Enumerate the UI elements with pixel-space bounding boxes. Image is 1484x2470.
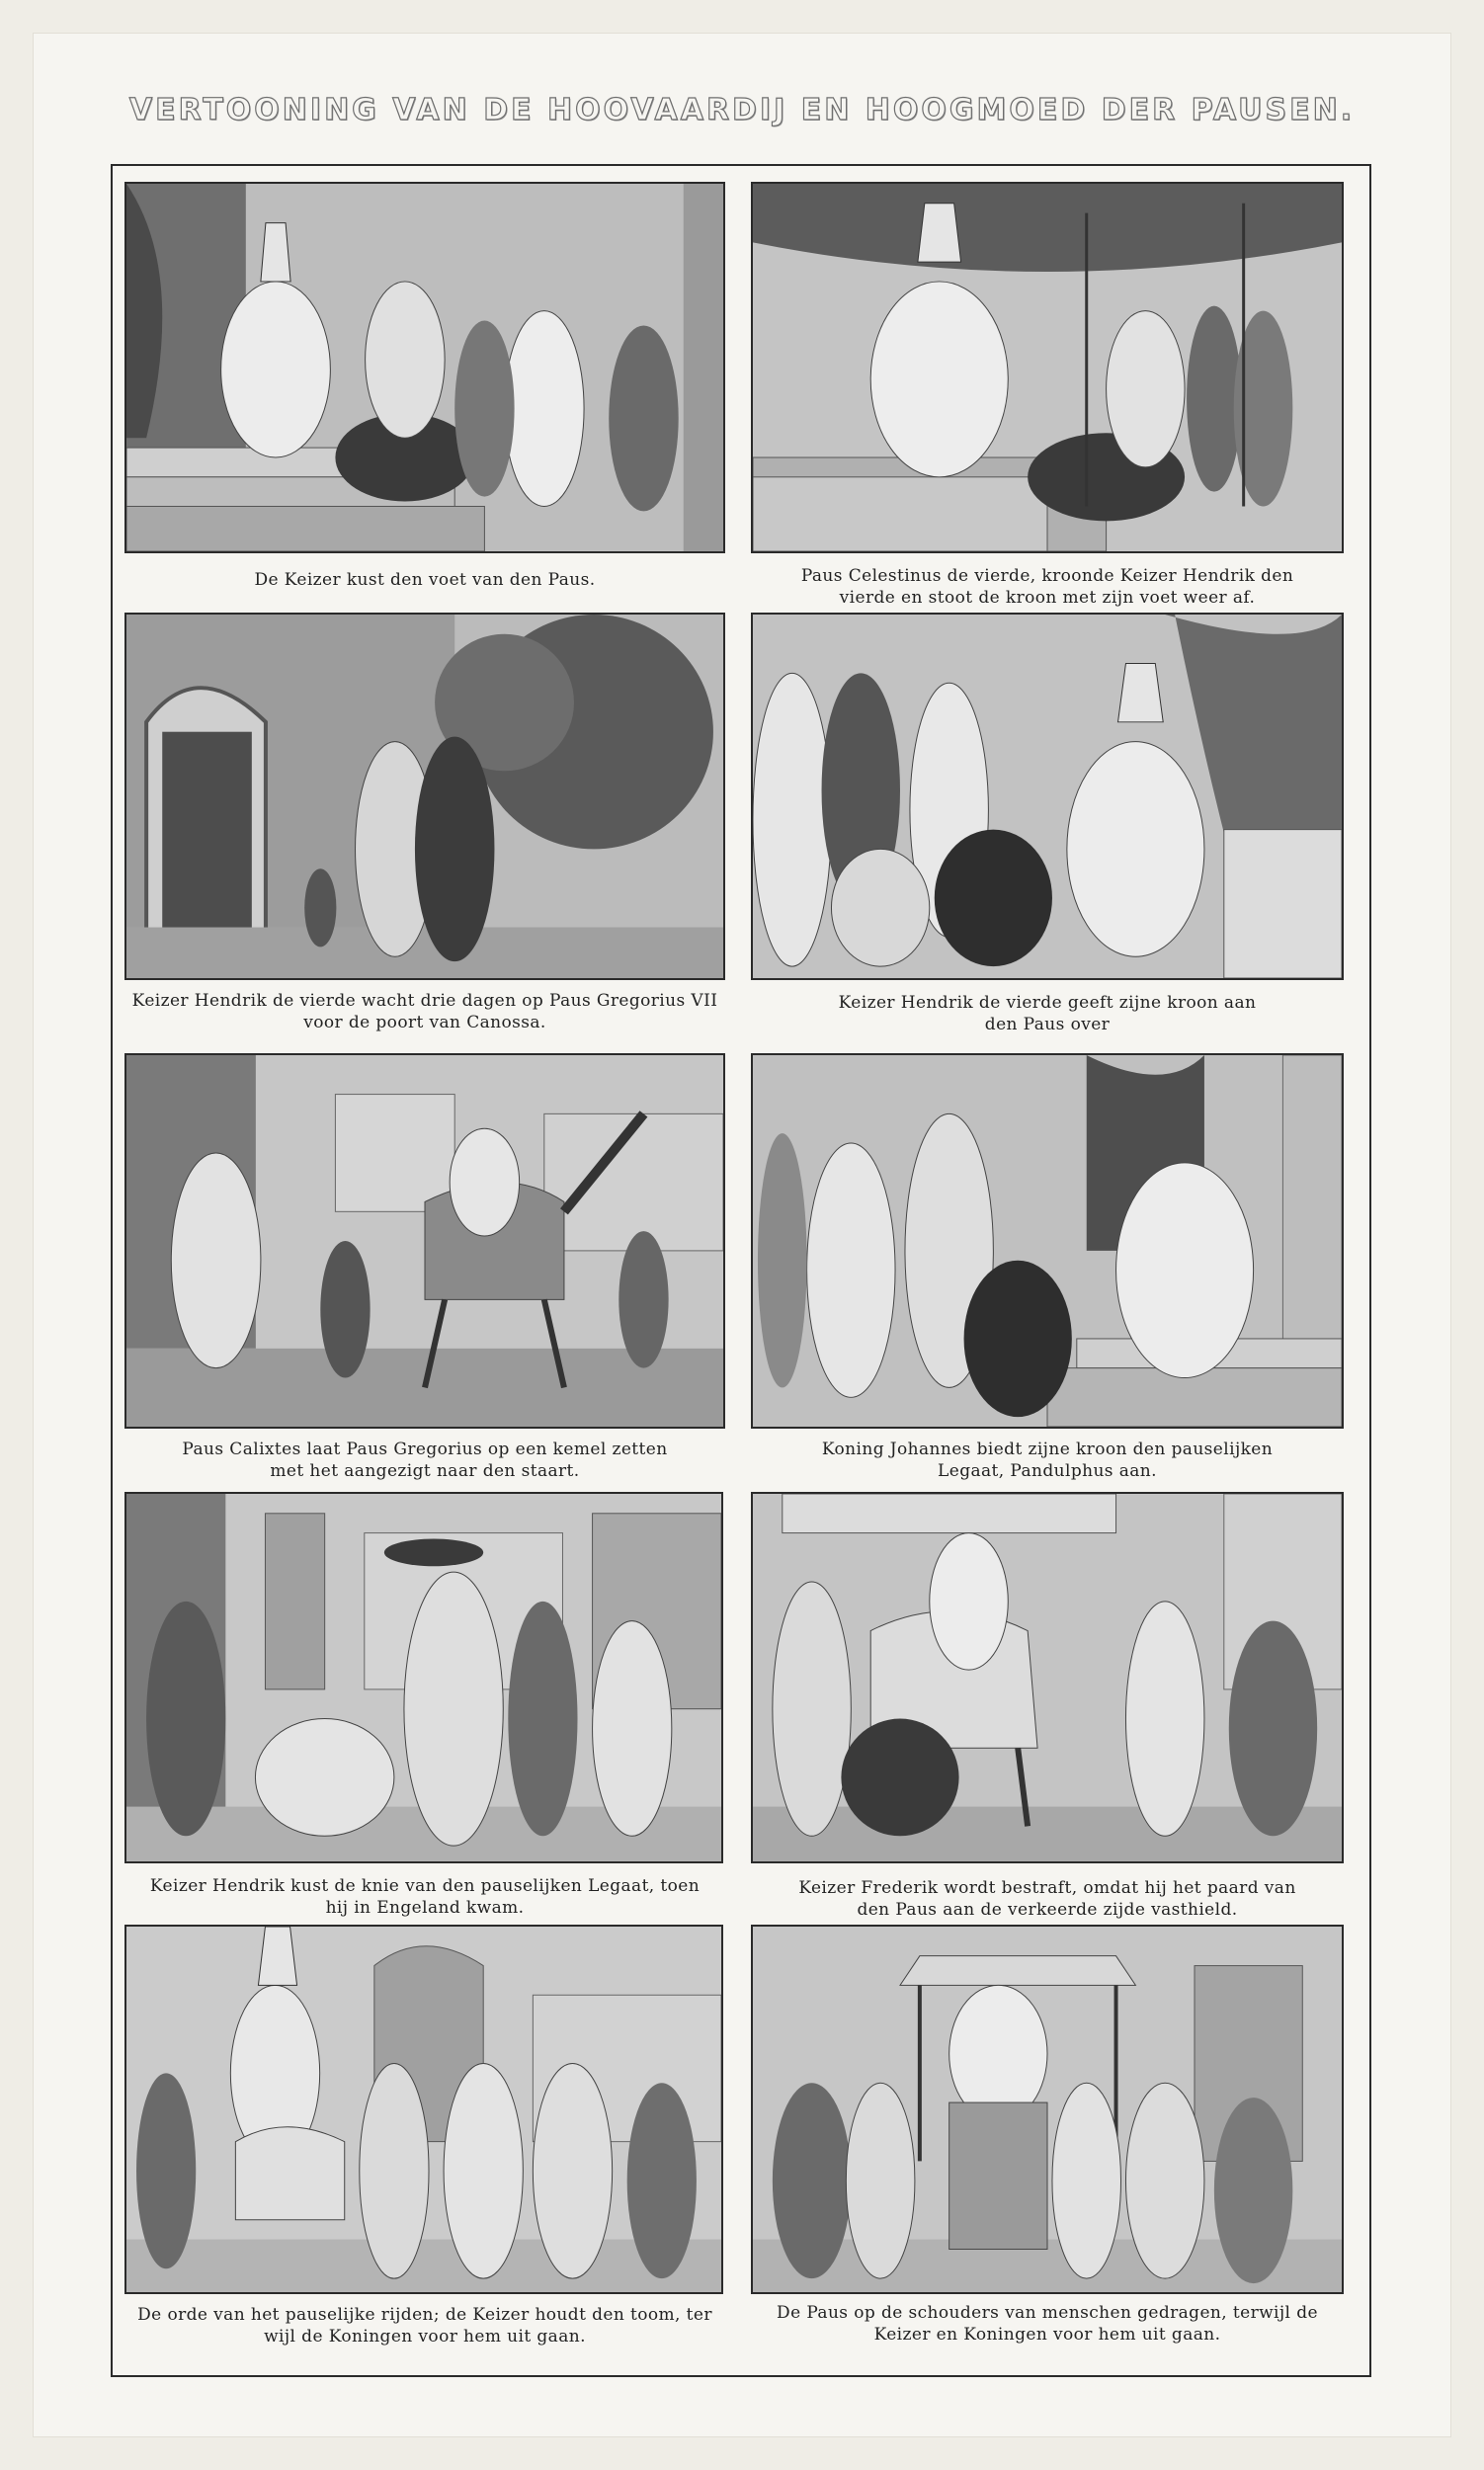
illustration-5 xyxy=(124,1053,725,1429)
caption-line: voor de poort van Canossa. xyxy=(303,1013,546,1032)
caption-line: den Paus aan de verkeerde zijde vasthield. xyxy=(857,1900,1238,1920)
illustration-9-drawing xyxy=(126,1927,721,2292)
panel-3 xyxy=(124,613,725,1032)
illustration-5-drawing xyxy=(126,1055,723,1427)
illustration-8 xyxy=(751,1492,1344,1863)
caption-9 xyxy=(124,2304,725,2347)
caption-line: den Paus over xyxy=(984,1015,1111,1034)
caption-line: met het aangezigt naar den staart. xyxy=(270,1461,580,1481)
caption-line: Keizer Hendrik kust de knie van den pauselijken Legaat, toen xyxy=(149,1876,701,1896)
panel-8 xyxy=(751,1492,1344,1920)
panel-4 xyxy=(751,613,1344,1034)
panel-7 xyxy=(124,1492,725,1918)
illustration-6 xyxy=(751,1053,1344,1429)
illustration-10-drawing xyxy=(753,1927,1342,2292)
caption-8 xyxy=(751,1877,1344,1921)
caption-line: Paus Celestinus de vierde, kroonde Keizer Hendrik den xyxy=(800,566,1294,586)
caption-7 xyxy=(124,1875,725,1919)
panel-frame xyxy=(111,164,1371,2377)
panel-1 xyxy=(124,182,725,590)
caption-10 xyxy=(751,2302,1344,2346)
caption-6 xyxy=(751,1439,1344,1482)
caption-line: De Paus op de schouders van menschen gedragen, terwijl de xyxy=(777,2303,1318,2323)
caption-line: Legaat, Pandulphus aan. xyxy=(938,1461,1157,1481)
print-sheet xyxy=(34,34,1450,2436)
caption-line: vierde en stoot de kroon met zijn voet weer af. xyxy=(839,588,1256,608)
panel-5 xyxy=(124,1053,725,1481)
caption-4 xyxy=(751,992,1344,1035)
caption-line: wijl de Koningen voor hem uit gaan. xyxy=(264,2327,586,2346)
caption-line: Keizer Hendrik de vierde wacht drie dagen op Paus Gregorius VII xyxy=(131,991,718,1011)
illustration-8-drawing xyxy=(753,1494,1342,1861)
illustration-9 xyxy=(124,1925,723,2294)
panel-2 xyxy=(751,182,1344,608)
panel-9 xyxy=(124,1925,725,2346)
caption-1 xyxy=(124,569,725,591)
caption-line: Koning Johannes biedt zijne kroon den pauselijken xyxy=(821,1440,1274,1459)
caption-line: Keizer Frederik wordt bestraft, omdat hij het paard van xyxy=(798,1878,1296,1898)
illustration-3-drawing xyxy=(126,615,723,978)
caption-line: Keizer Hendrik de vierde geeft zijne kroon aan xyxy=(838,993,1257,1013)
illustration-1-drawing xyxy=(126,184,723,551)
caption-line: hij in Engeland kwam. xyxy=(325,1898,525,1918)
illustration-1 xyxy=(124,182,725,553)
illustration-6-drawing xyxy=(753,1055,1342,1427)
panel-6 xyxy=(751,1053,1344,1481)
illustration-4-drawing xyxy=(753,615,1342,978)
caption-line: Keizer en Koningen voor hem uit gaan. xyxy=(873,2325,1221,2345)
caption-line: De Keizer kust den voet van den Paus. xyxy=(254,570,596,590)
illustration-4 xyxy=(751,613,1344,980)
caption-3 xyxy=(124,990,725,1033)
caption-5 xyxy=(124,1439,725,1482)
illustration-3 xyxy=(124,613,725,980)
caption-2 xyxy=(751,565,1344,609)
illustration-2 xyxy=(751,182,1344,553)
caption-line: Paus Calixtes laat Paus Gregorius op een kemel zetten xyxy=(182,1440,668,1459)
caption-line: De orde van het pauselijke rijden; de Keizer houdt den toom, ter xyxy=(137,2305,712,2325)
illustration-7 xyxy=(124,1492,723,1863)
illustration-2-drawing xyxy=(753,184,1342,551)
illustration-7-drawing xyxy=(126,1494,721,1861)
illustration-10 xyxy=(751,1925,1344,2294)
panel-10 xyxy=(751,1925,1344,2345)
page-title: VERTOONING VAN DE HOOVAARDIJ EN HOOGMOED DER PAUSEN. xyxy=(128,93,1356,127)
